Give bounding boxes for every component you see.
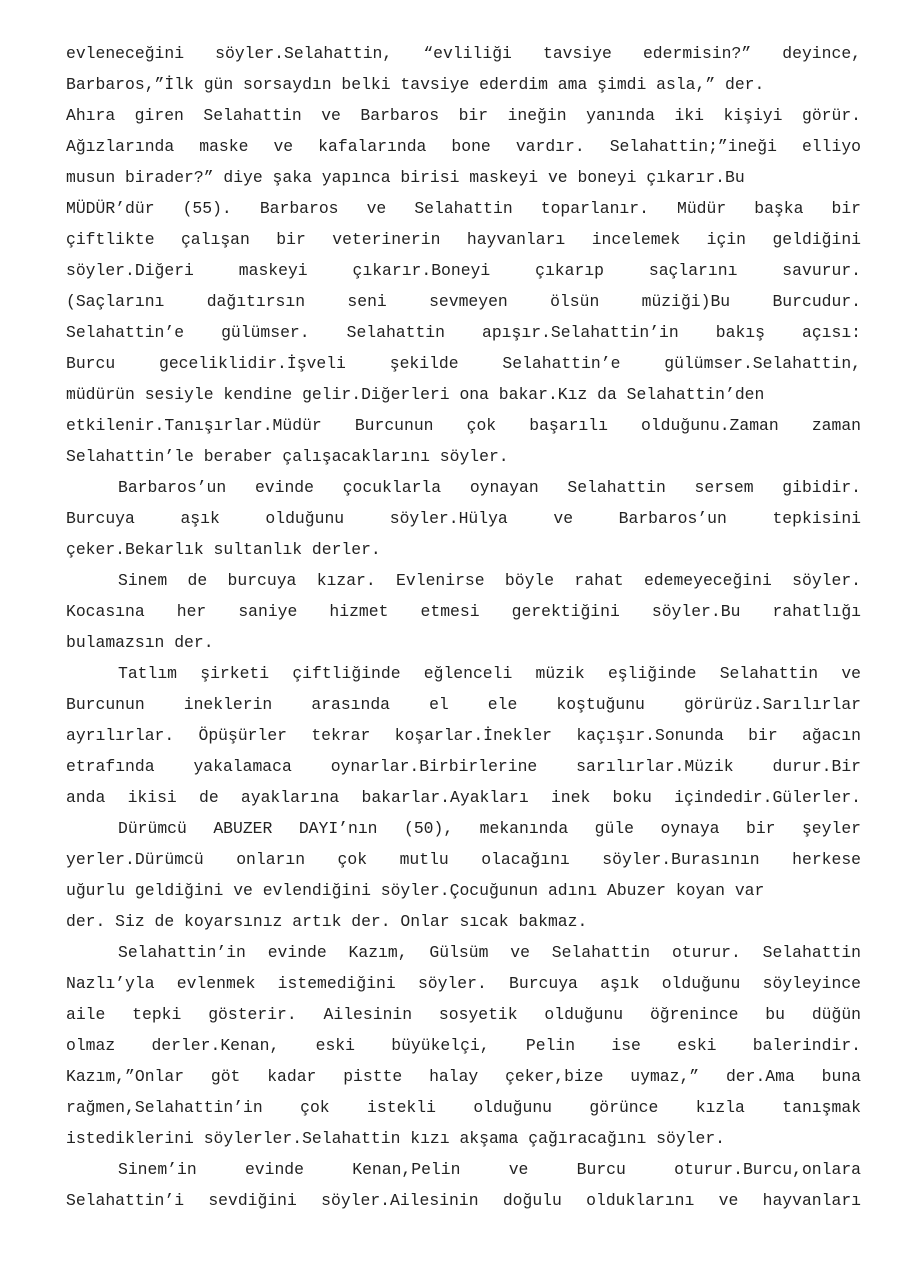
text-line: Burcuya aşık olduğunu söyler.Hülya ve Barbaros’un tepkisini [66, 509, 861, 528]
text-line: Selahattin’i sevdiğini söyler.Ailesinin doğulu olduklarını ve hayvanları [66, 1191, 861, 1210]
paragraph-first-line: Tatlım şirketi çiftliğinde eğlenceli müzik eşliğinde Selahattin ve [118, 664, 861, 683]
paragraph-first-line: Selahattin’in evinde Kazım, Gülsüm ve Selahattin oturur. Selahattin [118, 943, 861, 962]
text-line: Kazım,”Onlar göt kadar pistte halay çeker,bize uymaz,” der.Ama buna [66, 1067, 861, 1086]
paragraph-first-line: Barbaros’un evinde çocuklarla oynayan Selahattin sersem gibidir. [118, 478, 861, 497]
text-line: rağmen,Selahattin’in çok istekli olduğunu görünce kızla tanışmak [66, 1098, 861, 1117]
text-line: Ahıra giren Selahattin ve Barbaros bir ineğin yanında iki kişiyi görür. [66, 106, 861, 125]
text-line: Barbaros,”İlk gün sorsaydın belki tavsiye ederdim ama şimdi asla,” der. [66, 75, 765, 94]
text-line: Burcu geceliklidir.İşveli şekilde Selahattin’e gülümser.Selahattin, [66, 354, 861, 373]
text-line: Selahattin’e gülümser. Selahattin apışır.Selahattin’in bakış açısı: [66, 323, 861, 342]
text-line: (Saçlarını dağıtırsın seni sevmeyen ölsün müziği)Bu Burcudur. [66, 292, 861, 311]
text-line: müdürün sesiyle kendine gelir.Diğerleri ona bakar.Kız da Selahattin’den [66, 385, 765, 404]
text-line: ayrılırlar. Öpüşürler tekrar koşarlar.İnekler kaçışır.Sonunda bir ağacın [66, 726, 861, 745]
text-line: uğurlu geldiğini ve evlendiğini söyler.Çocuğunun adını Abuzer koyan var [66, 881, 765, 900]
paragraph-first-line: Sinem de burcuya kızar. Evlenirse böyle rahat edemeyeceğini söyler. [118, 571, 861, 590]
text-line: Nazlı’yla evlenmek istemediğini söyler. Burcuya aşık olduğunu söyleyince [66, 974, 861, 993]
document-page [66, 38, 861, 1216]
text-line: musun birader?” diye şaka yapınca birisi maskeyi ve boneyi çıkarır.Bu [66, 168, 745, 187]
text-line: Burcunun ineklerin arasında el ele koştuğunu görürüz.Sarılırlar [66, 695, 861, 714]
text-line: etkilenir.Tanışırlar.Müdür Burcunun çok başarılı olduğunu.Zaman zaman [66, 416, 861, 435]
text-line: çeker.Bekarlık sultanlık derler. [66, 540, 381, 559]
text-line: Ağızlarında maske ve kafalarında bone vardır. Selahattin;”ineği elliyo [66, 137, 861, 156]
text-line: MÜDÜR’dür (55). Barbaros ve Selahattin toparlanır. Müdür başka bir [66, 199, 861, 218]
text-line: Selahattin’le beraber çalışacaklarını söyler. [66, 447, 509, 466]
text-line: yerler.Dürümcü onların çok mutlu olacağını söyler.Burasının herkese [66, 850, 861, 869]
text-line: aile tepki gösterir. Ailesinin sosyetik olduğunu öğrenince bu düğün [66, 1005, 861, 1024]
text-line: olmaz derler.Kenan, eski büyükelçi, Pelin ise eski balerindir. [66, 1036, 861, 1055]
text-line: etrafında yakalamaca oynarlar.Birbirlerine sarılırlar.Müzik durur.Bir [66, 757, 861, 776]
text-line: Kocasına her saniye hizmet etmesi gerektiğini söyler.Bu rahatlığı [66, 602, 861, 621]
text-line: bulamazsın der. [66, 633, 214, 652]
text-line: söyler.Diğeri maskeyi çıkarır.Boneyi çıkarıp saçlarını savurur. [66, 261, 861, 280]
paragraph-first-line: Dürümcü ABUZER DAYI’nın (50), mekanında güle oynaya bir şeyler [118, 819, 861, 838]
text-line: der. Siz de koyarsınız artık der. Onlar sıcak bakmaz. [66, 912, 588, 931]
text-line: evleneceğini söyler.Selahattin, “evliliği tavsiye edermisin?” deyince, [66, 44, 861, 63]
paragraph-first-line: Sinem’in evinde Kenan,Pelin ve Burcu oturur.Burcu,onlara [118, 1160, 861, 1179]
text-line: istediklerini söylerler.Selahattin kızı akşama çağıracağını söyler. [66, 1129, 726, 1148]
text-line: anda ikisi de ayaklarına bakarlar.Ayakları inek boku içindedir.Gülerler. [66, 788, 861, 807]
text-line: çiftlikte çalışan bir veterinerin hayvanları incelemek için geldiğini [66, 230, 861, 249]
